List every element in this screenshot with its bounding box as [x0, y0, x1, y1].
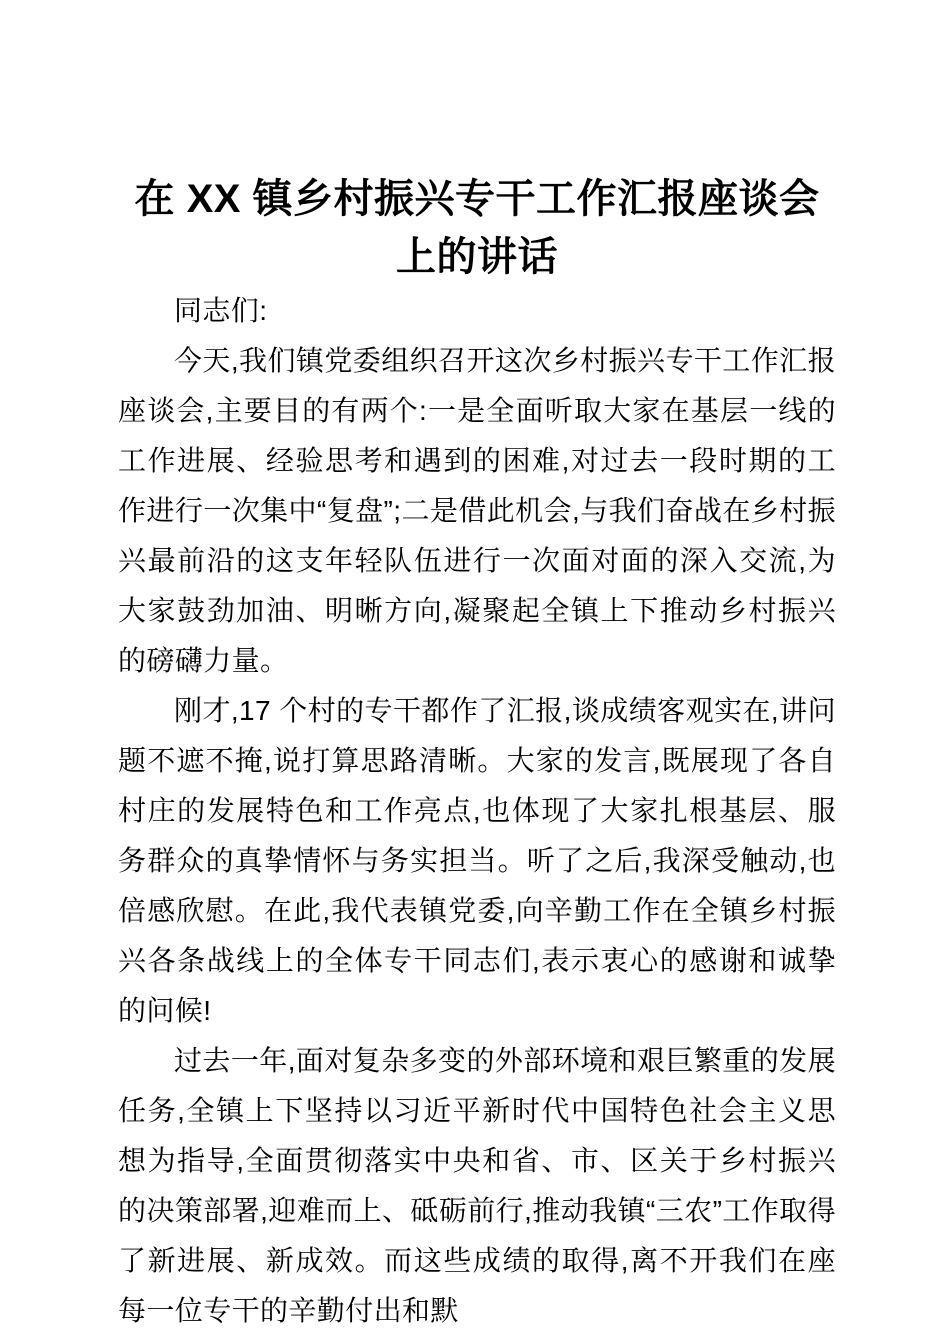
paragraph: 今天,我们镇党委组织召开这次乡村振兴专干工作汇报座谈会,主要目的有两个:一是全面听取大家在基层一线的工作进展、经验思考和遇到的困难,对过去一段时期的工作进行一次集中“复盘”;二是借此机会,与我们奋战在乡村振兴最前沿的这支年轻队伍进行一次面对面的深入交流,为大家鼓劲加油、明晰方向,凝聚起全镇上下推动乡村振兴的磅礴力量。: [118, 345, 836, 676]
paragraph-salutation: 同志们:: [174, 295, 268, 326]
paragraph: 过去一年,面对复杂多变的外部环境和艰巨繁重的发展任务,全镇上下坚持以习近平新时代中国特色社会主义思想为指导,全面贯彻落实中央和省、市、区关于乡村振兴的决策部署,迎难而上、砥砺前行,推动我镇“三农”工作取得了新进展、新成效。而这些成绩的取得,离不开我们在座每一位专干的辛勤付出和默: [118, 1045, 836, 1326]
document-title: 在 XX 镇乡村振兴专干工作汇报座谈会上的讲话: [134, 177, 820, 279]
document-body: [118, 286, 836, 1336]
paragraph: 刚才,17 个村的专干都作了汇报,谈成绩客观实在,讲问题不遮不掩,说打算思路清晰。大家的发言,既展现了各自村庄的发展特色和工作亮点,也体现了大家扎根基层、服务群众的真挚情怀与务实担当。听了之后,我深受触动,也倍感欣慰。在此,我代表镇党委,向辛勤工作在全镇乡村振兴各条战线上的全体专干同志们,表示衷心的感谢和诚挚的问候!: [118, 695, 836, 1026]
